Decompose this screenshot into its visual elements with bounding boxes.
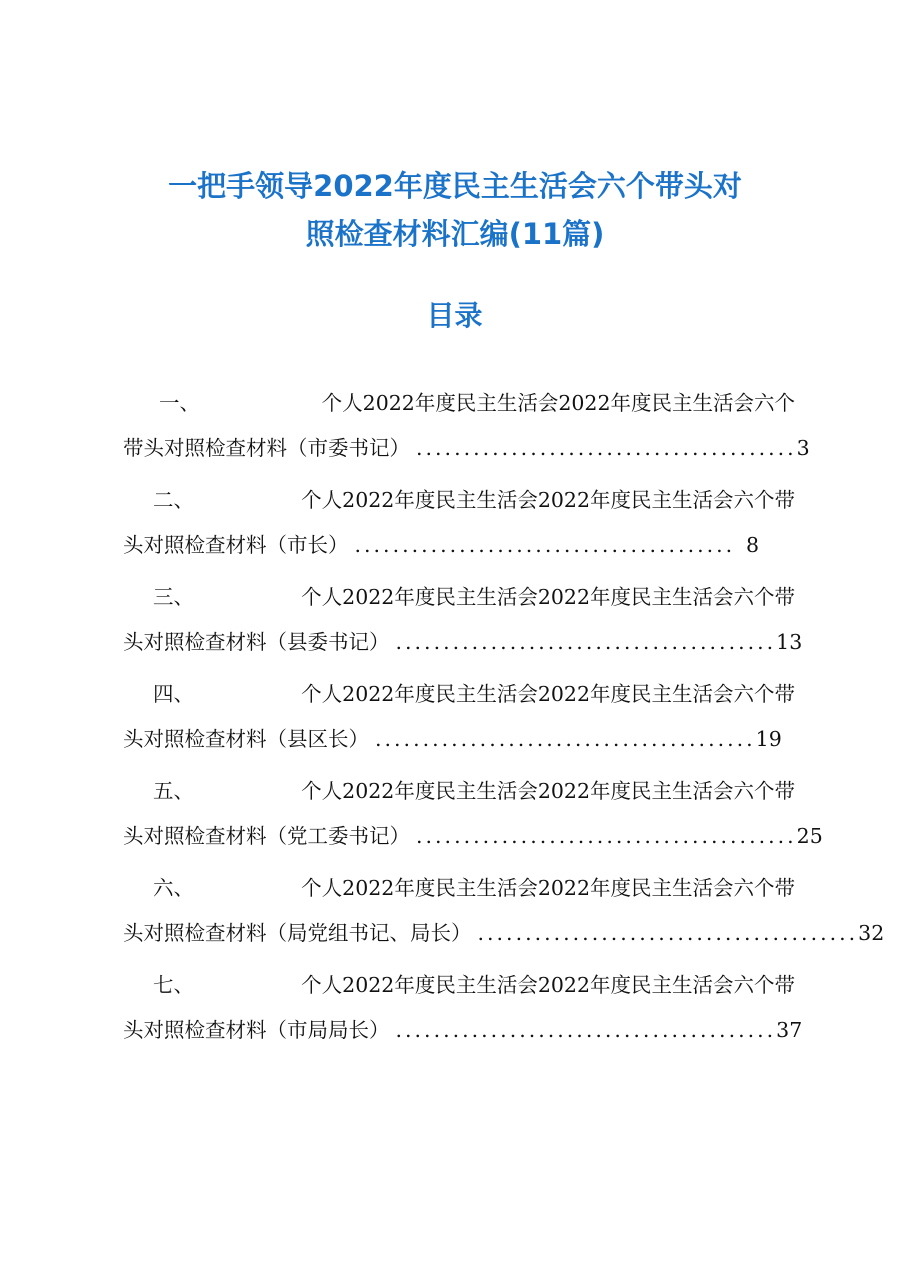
toc-heading: 目录 — [426, 299, 483, 332]
toc-page-number: 3 — [796, 436, 810, 460]
toc-entry-title-cont: 头对照检查材料（局党组书记、局长） — [123, 921, 472, 945]
toc-entry-line-1 — [153, 574, 795, 620]
toc-entry-line-1 — [153, 962, 795, 1008]
toc-entry-title-cont: 带头对照检查材料（市委书记） — [123, 436, 410, 460]
toc-entry-line-2 — [123, 717, 782, 761]
toc-entry-number: 四、 — [153, 682, 194, 706]
title-line-2: 照检查材料汇编(11篇) — [305, 217, 605, 251]
toc-entry-title-cont: 头对照检查材料（县委书记） — [123, 630, 390, 654]
toc-entry-line-2 — [123, 426, 810, 470]
toc-entry-title: 个人2022年度民主生活会2022年度民主生活会六个带 — [301, 779, 795, 803]
toc-leader-dots: ........................................ — [416, 436, 797, 460]
toc-entry-line-2 — [123, 620, 803, 664]
toc-entry-line-1 — [153, 768, 795, 814]
toc-leader-dots: ........................................ — [395, 630, 777, 654]
toc-entry-title: 个人2022年度民主生活会2022年度民主生活会六个带 — [301, 585, 795, 609]
toc-entry-title: 个人2022年度民主生活会2022年度民主生活会六个 — [321, 391, 795, 415]
toc-entry-title-cont: 头对照检查材料（县区长） — [123, 727, 369, 751]
toc-entry-number: 六、 — [153, 876, 194, 900]
toc-page-number: 25 — [796, 824, 823, 848]
toc-entry-line-1 — [159, 380, 795, 426]
toc-entry-line-1 — [153, 671, 795, 717]
toc-entry-line-1 — [153, 865, 795, 911]
toc-entry-number: 三、 — [153, 585, 194, 609]
toc-page-number: 32 — [858, 921, 885, 945]
toc-page-number: 19 — [755, 727, 782, 751]
toc-entry[interactable] — [123, 671, 795, 768]
toc-entry[interactable] — [123, 574, 803, 671]
toc-page-number: 37 — [776, 1018, 803, 1042]
toc-entry-title: 个人2022年度民主生活会2022年度民主生活会六个带 — [301, 973, 795, 997]
toc-entry-number: 七、 — [153, 973, 194, 997]
toc-entry-title: 个人2022年度民主生活会2022年度民主生活会六个带 — [301, 876, 795, 900]
toc-entry-number: 五、 — [153, 779, 194, 803]
toc-entry-title-cont: 头对照检查材料（党工委书记） — [123, 824, 410, 848]
toc-entry-line-2 — [123, 814, 823, 858]
toc-entry-number: 一、 — [159, 391, 200, 415]
toc-entry[interactable] — [123, 962, 803, 1059]
toc-entry[interactable] — [123, 477, 795, 574]
toc-leader-dots: ........................................ — [375, 727, 756, 751]
toc-entry[interactable] — [123, 865, 885, 962]
toc-entry-line-1 — [153, 477, 795, 523]
toc-leader-dots: ........................................ — [354, 533, 736, 557]
document-title — [120, 162, 790, 258]
toc-entry-line-2 — [123, 1008, 803, 1052]
toc-leader-dots: ........................................ — [416, 824, 797, 848]
toc-entry-title-cont: 头对照检查材料（市长） — [123, 533, 349, 557]
toc-leader-dots: ........................................ — [395, 1018, 777, 1042]
toc-page-number: 13 — [776, 630, 803, 654]
toc-entry-line-2 — [123, 911, 885, 955]
toc-entry-line-2 — [123, 523, 759, 567]
toc-page-number: 8 — [745, 533, 759, 557]
toc-entry-title-cont: 头对照检查材料（市局局长） — [123, 1018, 390, 1042]
toc-entry-title: 个人2022年度民主生活会2022年度民主生活会六个带 — [301, 682, 795, 706]
toc-entry-number: 二、 — [153, 488, 194, 512]
title-line-1: 一把手领导2022年度民主生活会六个带头对 — [168, 169, 742, 203]
toc-entry[interactable] — [123, 768, 823, 865]
toc-entry[interactable] — [123, 380, 810, 477]
toc-leader-dots: ........................................ — [477, 921, 859, 945]
toc-entry-title: 个人2022年度民主生活会2022年度民主生活会六个带 — [301, 488, 795, 512]
table-of-contents — [123, 380, 885, 1059]
